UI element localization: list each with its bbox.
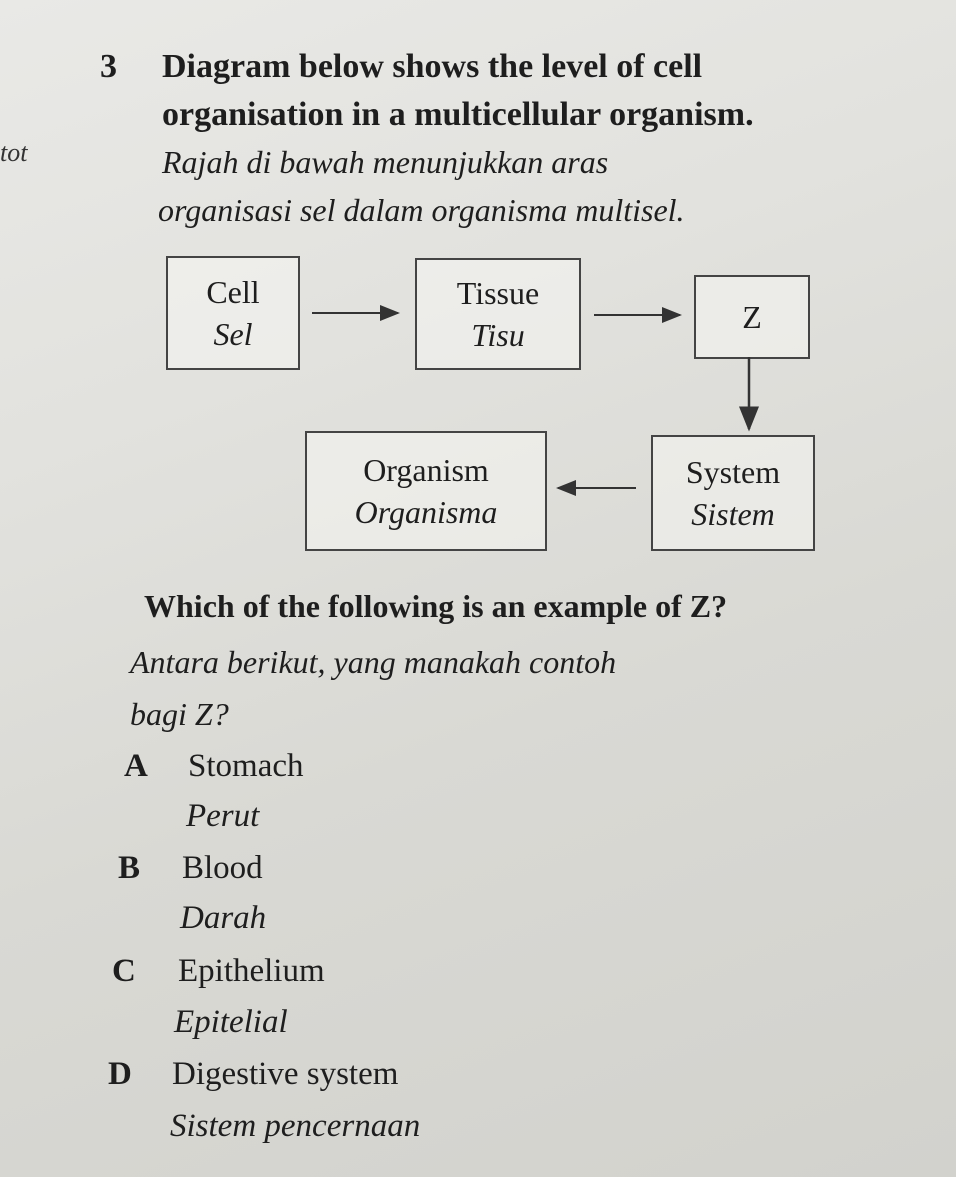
option-b-letter[interactable]: B: [118, 850, 141, 886]
question-line-1: Diagram below shows the level of cell: [162, 48, 703, 85]
cell-label: Cell: [206, 274, 260, 310]
tissue-label-malay: Tisu: [471, 317, 525, 353]
sub-question-malay-line-1: Antara berikut, yang manakah contoh: [130, 644, 617, 680]
option-a-english[interactable]: Stomach: [188, 748, 304, 784]
cell-label-malay: Sel: [213, 316, 253, 352]
organism-label-malay: Organisma: [354, 494, 498, 530]
option-b-malay[interactable]: Darah: [180, 900, 267, 936]
option-a-letter[interactable]: A: [124, 748, 148, 784]
option-c-malay[interactable]: Epitelial: [174, 1004, 288, 1040]
tissue-label: Tissue: [456, 275, 540, 311]
question-line-3: Rajah di bawah menunjukkan aras: [162, 144, 609, 180]
option-d-english[interactable]: Digestive system: [172, 1056, 399, 1092]
option-d-letter[interactable]: D: [108, 1056, 132, 1092]
option-c-letter[interactable]: C: [112, 953, 136, 989]
option-a-malay[interactable]: Perut: [186, 798, 260, 834]
question-line-2: organisation in a multicellular organism.: [162, 96, 754, 133]
sub-question-english: Which of the following is an example of Z?: [144, 588, 728, 624]
sub-question-malay-line-2: bagi Z?: [130, 696, 229, 732]
page-edge-text: tot: [0, 138, 28, 167]
question-line-4: organisasi sel dalam organisma multisel.: [158, 192, 685, 228]
system-label-malay: Sistem: [691, 496, 775, 532]
question-number: 3: [100, 48, 117, 85]
option-d-malay[interactable]: Sistem pencernaan: [170, 1108, 421, 1144]
option-b-english[interactable]: Blood: [182, 850, 263, 886]
system-label: System: [685, 454, 781, 490]
z-label: Z: [742, 299, 762, 335]
organism-label: Organism: [363, 452, 489, 488]
option-c-english[interactable]: Epithelium: [178, 953, 325, 989]
